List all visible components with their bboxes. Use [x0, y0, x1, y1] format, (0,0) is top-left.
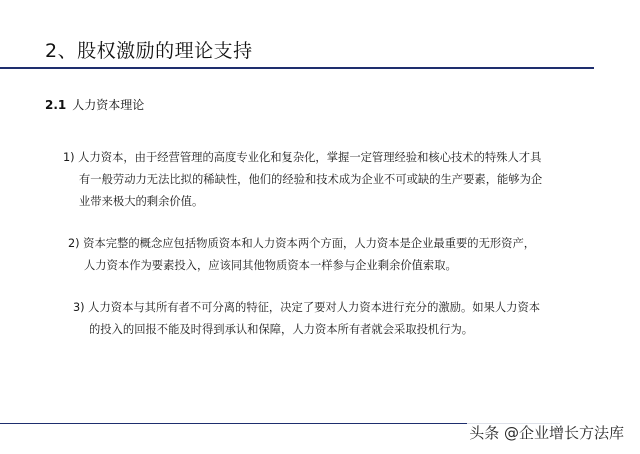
paragraph-line: 1) 人力资本，由于经营管理的高度专业化和复杂化，掌握一定管理经验和核心技术的特殊人才具 — [63, 151, 542, 164]
title-divider — [0, 67, 594, 69]
section-heading — [45, 96, 144, 114]
watermark: 头条 @企业增长方法库 — [469, 424, 624, 442]
paragraph-line: 业带来极大的剩余价值。 — [79, 195, 204, 208]
section-number: 2.1 — [45, 98, 67, 112]
paragraph-line: 的投入的回报不能及时得到承认和保障，人力资本所有者就会采取投机行为。 — [89, 323, 474, 336]
paragraph-line: 有一般劳动力无法比拟的稀缺性，他们的经验和技术成为企业不可或缺的生产要素，能够为企 — [79, 173, 543, 186]
paragraph-line: 人力资本作为要素投入，应该同其他物质资本一样参与企业剩余价值索取。 — [84, 259, 457, 272]
paragraph-3 — [73, 297, 540, 341]
paragraph-2 — [68, 233, 535, 277]
page-title: 2、股权激励的理论支持 — [45, 40, 253, 62]
paragraph-line: 2) 资本完整的概念应包括物质资本和人力资本两个方面，人力资本是企业最重要的无形资产， — [68, 237, 536, 250]
paragraph-line: 3) 人力资本与其所有者不可分离的特征，决定了要对人力资本进行充分的激励。如果人力资本 — [73, 301, 541, 314]
paragraph-1 — [63, 147, 542, 213]
section-title: 人力资本理论 — [72, 98, 145, 112]
